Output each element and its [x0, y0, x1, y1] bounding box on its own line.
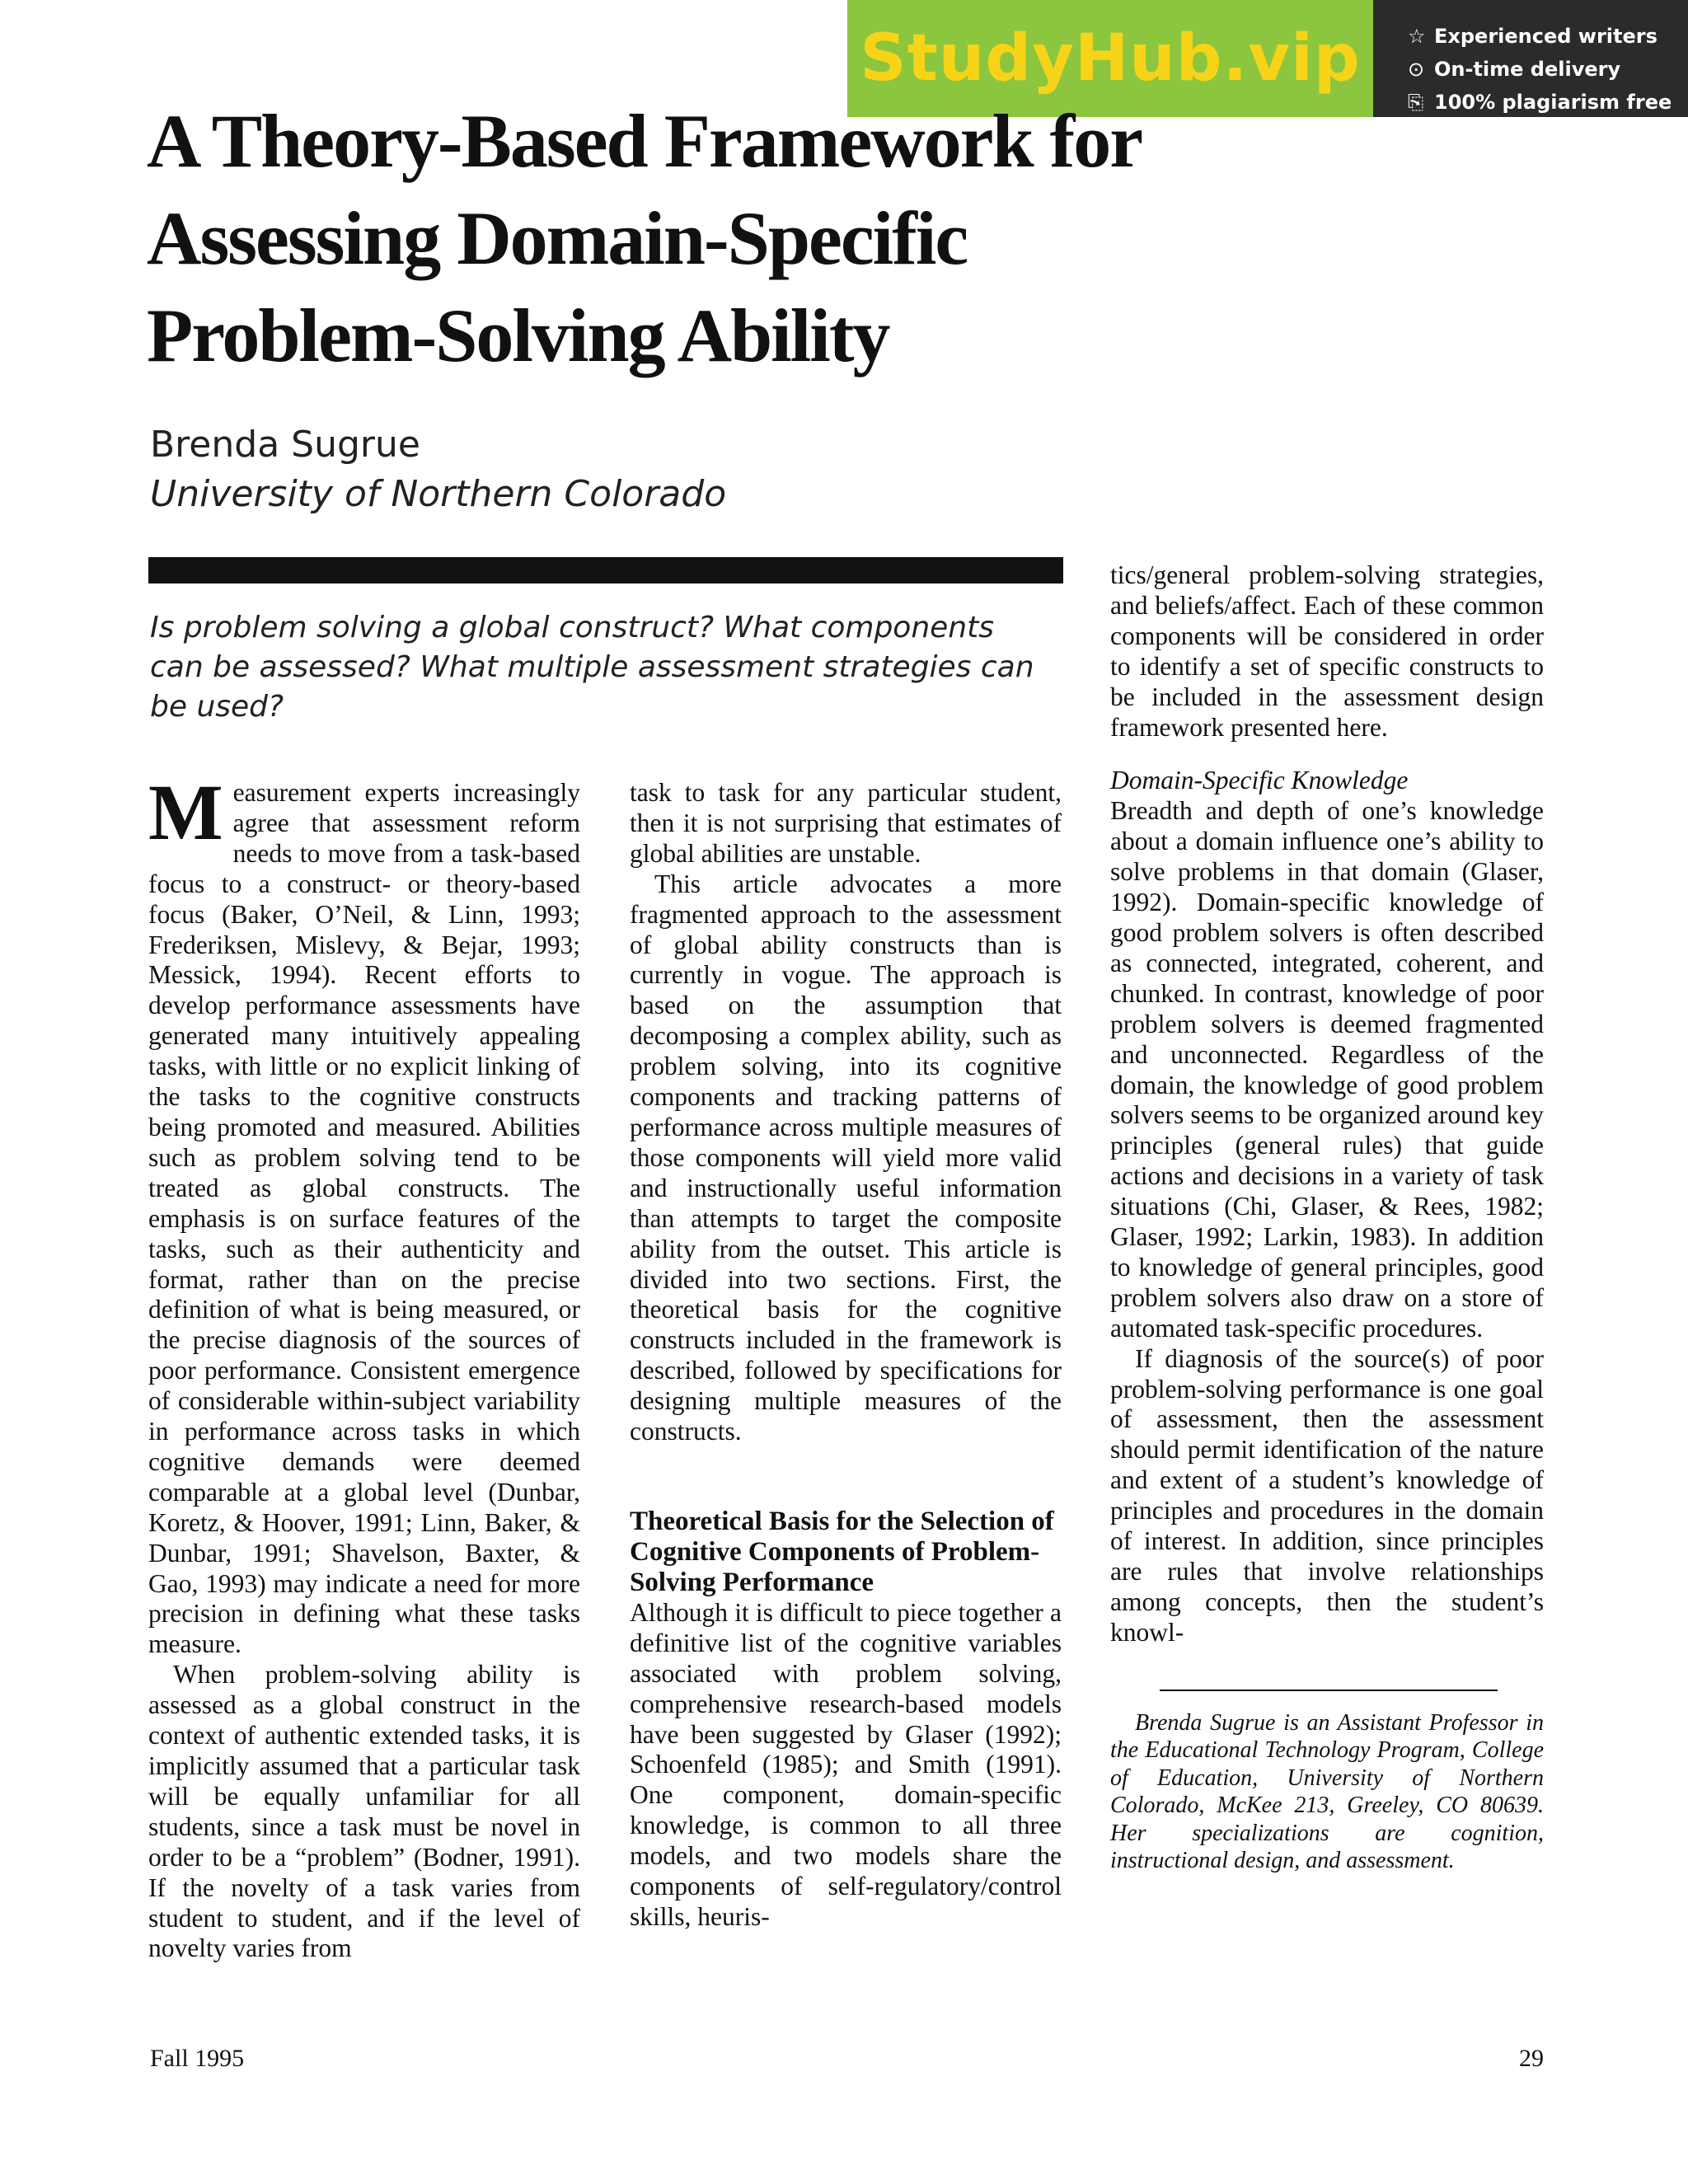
- feature-list: [1408, 20, 1680, 119]
- paragraph-text: easurement experts increasingly agree that assessment reform needs to move from a task-based focus to a construct- or theory-based focus (Baker, O’Neil, & Linn, 1993; Frederiksen, Mislevy, & Bejar, 1993; Messick, 1994). Recent efforts to develop performance assessments have generated many intuitively appealing tasks, with little or no explicit linking of the tasks to the cognitive constructs being promoted and measured. Abilities such as problem solving tend to be treated as global constructs. The emphasis is on surface features of the tasks, such as their authenticity and format, rather than on the precise definition of what is being measured, or the precise diagnosis of the sources of poor performance. Consistent emergence of considerable within-subject variability in performance across tasks in which cognitive demands were deemed comparable at a global level (Dunbar, Koretz, & Hoover, 1991; Linn, Baker, & Dunbar, 1991; Shavelson, Baxter, & Gao, 1993) may indicate a need for more precision in defining what these tasks measure.: [148, 778, 580, 1659]
- star-icon: ☆: [1408, 25, 1426, 48]
- body-paragraph: tics/general problem-solving strategies, and beliefs/affect. Each of these common components will be considered in order to identify a set of specific constructs to be included in the assessment design framework presented here.: [1110, 560, 1544, 742]
- byline: [150, 420, 726, 519]
- section-heading: Theoretical Basis for the Selection of Cognitive Components of Problem-Solving Performance: [630, 1506, 1054, 1597]
- feature-item: [1408, 20, 1680, 53]
- body-paragraph: [148, 768, 580, 1660]
- lede: Is problem solving a global construct? What components can be assessed? What multiple assessment strategies can be used?: [150, 611, 1034, 724]
- feature-item: [1408, 53, 1680, 86]
- section-rule: [148, 557, 1063, 583]
- article-title: [147, 92, 1383, 384]
- feature-label: On-time delivery: [1434, 58, 1621, 81]
- author-name: Brenda Sugrue: [150, 424, 420, 466]
- column-1: [148, 768, 580, 1964]
- column-2: [630, 778, 1062, 1933]
- author-footnote: Brenda Sugrue is an Assistant Professor in the Educational Technology Program, College of Education, University of Northern Colorado, McKee 213, Greeley, CO 80639. Her specializations are cognition, instructional design, and assessment.: [1110, 1709, 1544, 1874]
- brand-name: StudyHub.vip: [860, 21, 1361, 96]
- column-3: [1110, 560, 1544, 1875]
- feature-item: [1408, 86, 1680, 119]
- subsection-heading: Domain-Specific Knowledge: [1110, 766, 1409, 795]
- issue-date: Fall 1995: [150, 2045, 245, 2072]
- clock-icon: ⊙: [1408, 58, 1425, 81]
- title-line: Problem-Solving Ability: [147, 293, 889, 377]
- feature-label: Experienced writers: [1434, 25, 1658, 48]
- body-paragraph: This article advocates a more fragmented approach to the assessment of global ability constructs than is currently in vogue. The approach is based on the assumption that decomposing a complex ability, such as problem solving, into its cognitive components and tracking patterns of performance across multiple measures of those components will yield more valid and instructionally useful information than attempts to target the composite ability from the outset. This article is divided into two sections. First, the theoretical basis for the cognitive constructs included in the framework is described, followed by specifications for designing multiple measures of the constructs.: [630, 869, 1062, 1446]
- title-line: Assessing Domain-Specific: [147, 196, 968, 280]
- body-paragraph: If diagnosis of the source(s) of poor problem-solving performance is one goal of assessment, then the assessment should permit identification of the nature and extent of a student’s knowledge of principles and procedures in the domain of interest. In addition, since principles are rules that involve relationships among concepts, then the student’s knowl-: [1110, 1343, 1544, 1647]
- body-paragraph: Although it is difficult to piece together a definitive list of the cognitive variables associated with problem solving, comprehensive research-based models have been suggested by Glaser (1992); Schoenfeld (1985); and Smith (1991). One component, domain-specific knowledge, is common to all three models, and two models share the components of self-regulatory/control skills, heuris-: [630, 1597, 1062, 1931]
- title-line: A Theory-Based Framework for: [147, 99, 1142, 183]
- body-paragraph: task to task for any particular student, then it is not surprising that estimates of global abilities are unstable.: [630, 778, 1062, 868]
- page-number: 29: [1519, 2045, 1544, 2072]
- feature-label: 100% plagiarism free: [1434, 91, 1672, 114]
- copy-icon: ⎘: [1408, 91, 1424, 114]
- body-paragraph: Breadth and depth of one’s knowledge about a domain influence one’s ability to solve problems in that domain (Glaser, 1992). Domain-specific knowledge of good problem solvers is often described as connected, integrated, coherent, and chunked. In contrast, knowledge of poor problem solvers is deemed fragmented and unconnected. Regardless of the domain, the knowledge of good problem solvers seems to be organized around key principles (general rules) that guide actions and decisions in a variety of task situations (Chi, Glaser, & Rees, 1982; Glaser, 1992; Larkin, 1983). In addition to knowledge of general principles, good problem solvers also draw on a store of automated task-specific procedures.: [1110, 796, 1544, 1343]
- author-affiliation: University of Northern Colorado: [150, 473, 727, 515]
- drop-cap: M: [148, 768, 223, 856]
- body-paragraph: When problem-solving ability is assessed as a global construct in the context of authentic extended tasks, it is implicitly assumed that a particular task will be equally unfamiliar for all students, since a task must be novel in order to be a “problem” (Bodner, 1991). If the novelty of a task varies from student to student, and if the level of novelty varies from: [148, 1660, 580, 1963]
- footnote-rule: [1160, 1690, 1498, 1691]
